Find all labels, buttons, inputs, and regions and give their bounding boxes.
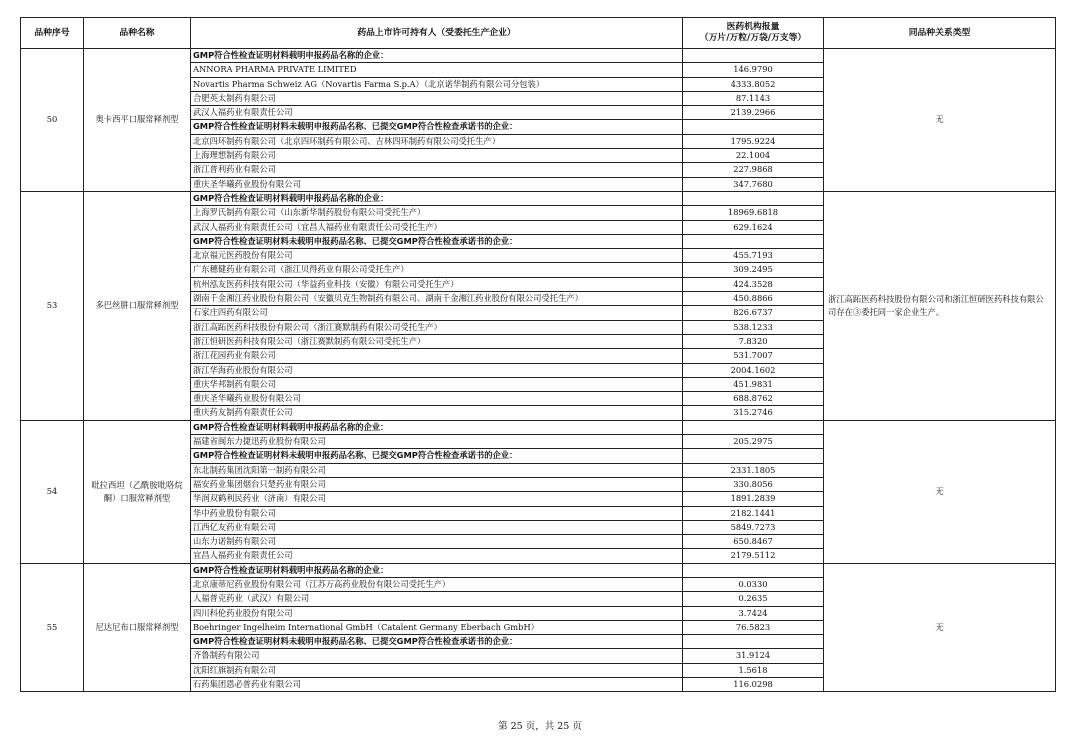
qty-cell — [683, 420, 824, 434]
qty-cell: 451.9831 — [683, 377, 824, 391]
group-relation: 无 — [824, 563, 1056, 692]
qty-cell: 31.9124 — [683, 649, 824, 663]
qty-cell — [683, 635, 824, 649]
holder-cell: 华润双鹤利民药业（济南）有限公司 — [191, 492, 683, 506]
qty-cell — [683, 234, 824, 248]
header-qty — [683, 18, 824, 49]
section-heading: GMP符合性检查证明材料载明申报药品名称的企业： — [191, 49, 683, 63]
qty-cell: 2004.1602 — [683, 363, 824, 377]
table-body — [21, 49, 1056, 692]
holder-cell: 东北制药集团沈阳第一制药有限公司 — [191, 463, 683, 477]
holder-cell: 上海理想制药有限公司 — [191, 149, 683, 163]
group-drug-name: 尼达尼布口服常释剂型 — [84, 563, 191, 692]
qty-cell: 4333.8052 — [683, 77, 824, 91]
qty-cell: 18969.6818 — [683, 206, 824, 220]
group-seq: 55 — [21, 563, 84, 692]
header-relation: 同品种关系类型 — [824, 18, 1056, 49]
qty-cell: 76.5823 — [683, 620, 824, 634]
holder-cell: 福安药业集团烟台只楚药业有限公司 — [191, 477, 683, 491]
qty-cell: 7.8320 — [683, 334, 824, 348]
holder-cell: 石家庄四药有限公司 — [191, 306, 683, 320]
qty-cell: 87.1143 — [683, 91, 824, 105]
holder-cell: 重庆华邦制药有限公司 — [191, 377, 683, 391]
qty-cell: 0.2635 — [683, 592, 824, 606]
group-drug-name: 吡拉西坦（乙酰胺吡咯烷酮）口服常释剂型 — [84, 420, 191, 563]
group-relation: 浙江高跖医药科技股份有限公司和浙江恒研医药科技有限公司存在③委托同一家企业生产。 — [824, 191, 1056, 420]
section-row — [21, 49, 1056, 63]
holder-cell: 湖南千金湘江药业股份有限公司（安徽贝克生物制药有限公司、湖南千金湘江药业股份有限公司受托生产） — [191, 292, 683, 306]
qty-cell: 538.1233 — [683, 320, 824, 334]
qty-cell: 3.7424 — [683, 606, 824, 620]
holder-cell: 四川科伦药业股份有限公司 — [191, 606, 683, 620]
qty-cell: 650.8467 — [683, 535, 824, 549]
qty-cell: 227.9868 — [683, 163, 824, 177]
qty-cell: 2179.5112 — [683, 549, 824, 563]
qty-cell: 2182.1441 — [683, 506, 824, 520]
holder-cell: 宜昌人福药业有限责任公司 — [191, 549, 683, 563]
qty-cell — [683, 120, 824, 134]
qty-cell: 826.6737 — [683, 306, 824, 320]
qty-cell: 1795.9224 — [683, 134, 824, 148]
holder-cell: Boehringer Ingelheim International GmbH（Catalent Germany Eberbach GmbH） — [191, 620, 683, 634]
qty-cell — [683, 563, 824, 577]
section-heading: GMP符合性检查证明材料载明申报药品名称的企业： — [191, 563, 683, 577]
holder-cell: 上海罗氏制药有限公司（山东新华制药股份有限公司受托生产） — [191, 206, 683, 220]
qty-cell: 450.8866 — [683, 292, 824, 306]
drug-list-table — [20, 17, 1056, 692]
holder-cell: Novartis Pharma Schweiz AG（Novartis Farma S.p.A）（北京诺华制药有限公司分包装） — [191, 77, 683, 91]
holder-cell: 石药集团恩必普药业有限公司 — [191, 678, 683, 692]
holder-cell: 广东穗健药业有限公司（浙江贝得药业有限公司受托生产） — [191, 263, 683, 277]
holder-cell: 人福普克药业（武汉）有限公司 — [191, 592, 683, 606]
qty-cell: 1.5618 — [683, 663, 824, 677]
holder-cell: 重庆圣华曦药业股份有限公司 — [191, 392, 683, 406]
holder-cell: 北京四环制药有限公司（北京四环制药有限公司、吉林四环制药有限公司受托生产） — [191, 134, 683, 148]
qty-cell — [683, 191, 824, 205]
holder-cell: 武汉人福药业有限责任公司（宜昌人福药业有限责任公司受托生产） — [191, 220, 683, 234]
group-seq: 50 — [21, 49, 84, 192]
header-name: 品种名称 — [84, 18, 191, 49]
qty-cell: 347.7680 — [683, 177, 824, 191]
holder-cell: 北京康蒂尼药业股份有限公司（江苏万高药业股份有限公司受托生产） — [191, 577, 683, 591]
group-drug-name: 多巴丝肼口服常释剂型 — [84, 191, 191, 420]
holder-cell: 华中药业股份有限公司 — [191, 506, 683, 520]
qty-cell: 629.1624 — [683, 220, 824, 234]
holder-cell: 重庆圣华曦药业股份有限公司 — [191, 177, 683, 191]
qty-cell: 2139.2966 — [683, 106, 824, 120]
qty-cell: 330.8056 — [683, 477, 824, 491]
section-row — [21, 420, 1056, 434]
qty-cell: 2331.1805 — [683, 463, 824, 477]
holder-cell: 江西亿友药业有限公司 — [191, 520, 683, 534]
group-relation: 无 — [824, 49, 1056, 192]
qty-cell: 5849.7273 — [683, 520, 824, 534]
group-seq: 54 — [21, 420, 84, 563]
qty-cell: 455.7193 — [683, 249, 824, 263]
header-qty-line1: 医药机构报量 — [726, 22, 780, 32]
header-seq: 品种序号 — [21, 18, 84, 49]
holder-cell: 福建省闽东力捷迅药业股份有限公司 — [191, 435, 683, 449]
qty-cell: 688.8762 — [683, 392, 824, 406]
holder-cell: 齐鲁制药有限公司 — [191, 649, 683, 663]
table-header-row — [21, 18, 1056, 49]
section-heading: GMP符合性检查证明材料未载明申报药品名称、已提交GMP符合性检查承诺书的企业： — [191, 449, 683, 463]
holder-cell: ANNORA PHARMA PRIVATE LIMITED — [191, 63, 683, 77]
qty-cell: 531.7007 — [683, 349, 824, 363]
section-row — [21, 191, 1056, 205]
qty-cell: 0.0330 — [683, 577, 824, 591]
holder-cell: 浙江高跖医药科技股份有限公司（浙江赛默制药有限公司受托生产） — [191, 320, 683, 334]
section-heading: GMP符合性检查证明材料载明申报药品名称的企业： — [191, 420, 683, 434]
qty-cell: 315.2746 — [683, 406, 824, 420]
holder-cell: 武汉人福药业有限责任公司 — [191, 106, 683, 120]
holder-cell: 山东力诺制药有限公司 — [191, 535, 683, 549]
holder-cell: 浙江普利药业有限公司 — [191, 163, 683, 177]
qty-cell: 309.2495 — [683, 263, 824, 277]
holder-cell: 北京福元医药股份有限公司 — [191, 249, 683, 263]
group-drug-name: 奥卡西平口服常释剂型 — [84, 49, 191, 192]
section-row — [21, 563, 1056, 577]
qty-cell: 424.3528 — [683, 277, 824, 291]
holder-cell: 沈阳红旗制药有限公司 — [191, 663, 683, 677]
holder-cell: 重庆药友制药有限责任公司 — [191, 406, 683, 420]
qty-cell: 146.9790 — [683, 63, 824, 77]
qty-cell: 116.0298 — [683, 678, 824, 692]
qty-cell — [683, 49, 824, 63]
qty-cell: 22.1004 — [683, 149, 824, 163]
qty-cell — [683, 449, 824, 463]
qty-cell: 1891.2839 — [683, 492, 824, 506]
holder-cell: 浙江华海药业股份有限公司 — [191, 363, 683, 377]
group-seq: 53 — [21, 191, 84, 420]
section-heading: GMP符合性检查证明材料未载明申报药品名称、已提交GMP符合性检查承诺书的企业： — [191, 635, 683, 649]
holder-cell: 杭州泓友医药科技有限公司（华益药业科技（安徽）有限公司受托生产） — [191, 277, 683, 291]
section-heading: GMP符合性检查证明材料未载明申报药品名称、已提交GMP符合性检查承诺书的企业： — [191, 234, 683, 248]
section-heading: GMP符合性检查证明材料载明申报药品名称的企业： — [191, 191, 683, 205]
holder-cell: 合肥英太制药有限公司 — [191, 91, 683, 105]
qty-cell: 205.2975 — [683, 435, 824, 449]
header-qty-line2: （万片/万粒/万袋/万支等） — [699, 33, 807, 43]
section-heading: GMP符合性检查证明材料未载明申报药品名称、已提交GMP符合性检查承诺书的企业： — [191, 120, 683, 134]
page-footer: 第 25 页，共 25 页 — [498, 721, 582, 732]
header-holder: 药品上市许可持有人（受委托生产企业） — [191, 18, 683, 49]
group-relation: 无 — [824, 420, 1056, 563]
holder-cell: 浙江恒研医药科技有限公司（浙江赛默制药有限公司受托生产） — [191, 334, 683, 348]
holder-cell: 浙江花园药业有限公司 — [191, 349, 683, 363]
